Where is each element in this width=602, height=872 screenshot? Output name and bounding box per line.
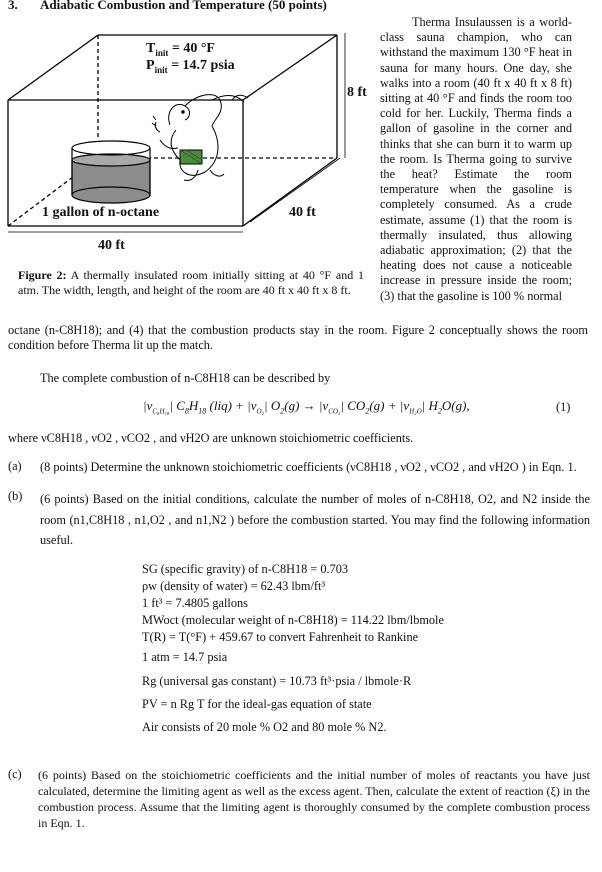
intro-paragraph: Therma Insulaussen is a world-class sauna champion, who can withstand the maximum 130 °F heat in sauna for many hours. One day, she walks into a room (40 ft x 40 ft x 8 ft) sitting at 40 °F and finds the room too cold for her. Luckily, Therma finds a gallon of gasoline in the corner and thinks that she can burn it to warm up the room. Is Therma going to survive the heat? Estimate the room temperature when the gasoline is completely consumed. As a crude estimate, assume (1) that the room is thermally insulated, thus allowing adiabatic approximation; (2) that the heating does not cause a noticeable increase in pressure inside the room; (3) that the gasoline is 100 % normal bbox=[380, 15, 572, 303]
intro-continued: octane (n-C8H18); and (4) that the combustion products stay in the room. Figure 2 conceptually shows the room condition before Therma lit up the match. bbox=[8, 323, 588, 353]
part-a-label: (a) bbox=[8, 459, 22, 473]
width-label: 40 ft bbox=[289, 205, 316, 220]
info-gallons: 1 ft³ = 7.4805 gallons bbox=[142, 596, 248, 610]
where-text: where νC8H18 , νO2 , νCO2 , and νH2O are unknown stoichiometric coefficients. bbox=[8, 431, 414, 445]
info-mw: MWoct (molecular weight of n-C8H18) = 114.22 lbm/lbmole bbox=[142, 613, 444, 627]
equation-number: (1) bbox=[556, 400, 571, 414]
info-atm: 1 atm = 14.7 psia bbox=[142, 650, 228, 664]
initial-pressure: $P_{init} = 14.7$ psia bbox=[146, 58, 235, 75]
length-label: 40 ft bbox=[98, 238, 125, 253]
info-ideal-gas: PV = n Rg T for the ideal-gas equation of state bbox=[142, 697, 372, 711]
therma-figure-icon bbox=[152, 95, 248, 181]
combustion-equation: $|\nu_{C_8H_{18}}|$ $C_8H_{18}$ $(liq) + |\nu_{O_2}|$ $O_2(g) \to |\nu_{CO_2}|$ $CO_2(g) + |\nu_{H_2O}|$ $H_2O(g)$, bbox=[143, 398, 470, 416]
initial-temperature: $T_{init} = 40$ °F bbox=[146, 41, 215, 58]
part-b-label: (b) bbox=[8, 489, 23, 503]
problem-title: Adiabatic Combustion and Temperature (50 points) bbox=[40, 0, 327, 12]
info-list bbox=[142, 561, 444, 736]
tank-label: 1 gallon of n-octane bbox=[42, 205, 160, 220]
height-label: 8 ft bbox=[347, 85, 367, 100]
figure-caption: Figure 2: A thermally insulated room initially sitting at 40 °F and 1 atm. The width, length, and height of the room are 40 ft x 40 ft x 8 ft. bbox=[18, 268, 364, 297]
part-c-text: (6 points) Based on the stoichiometric coefficients and the initial number of moles of reactants you have just calculated, determine the limiting agent as well as the excess agent. Then, calculate the extent of reaction (ξ) in the combustion process. Assume that the limiting agent is thoroughly consumed by the complete combustion process in Eqn. 1. bbox=[38, 768, 590, 830]
info-sg: SG (specific gravity) of n-C8H18 = 0.703 bbox=[142, 562, 349, 576]
info-air: Air consists of 20 mole % O2 and 80 mole % N2. bbox=[142, 720, 387, 734]
part-a-text: (8 points) Determine the unknown stoichiometric coefficients (νC8H18 , νO2 , νCO2 , and νH2O ) in Eqn. 1. bbox=[40, 460, 577, 474]
info-density: ρw (density of water) = 62.43 lbm/ft³ bbox=[142, 579, 326, 593]
part-c-label: (c) bbox=[8, 767, 22, 781]
info-rankine: T(R) = T(°F) + 459.67 to convert Fahrenheit to Rankine bbox=[142, 630, 419, 644]
combustion-intro: The complete combustion of n-C8H18 can be described by bbox=[40, 371, 331, 385]
problem-number: 3. bbox=[8, 0, 18, 12]
part-b-text: (6 points) Based on the initial conditions, calculate the number of moles of n-C8H18, O2, and N2 inside the room (n1,C8H18 , n1,O2 , and n1,N2 ) before the combustion started. You may find the following information useful. bbox=[40, 492, 590, 547]
info-gas-constant: Rg (universal gas constant) = 10.73 ft³·psia / lbmole·R bbox=[142, 674, 412, 688]
